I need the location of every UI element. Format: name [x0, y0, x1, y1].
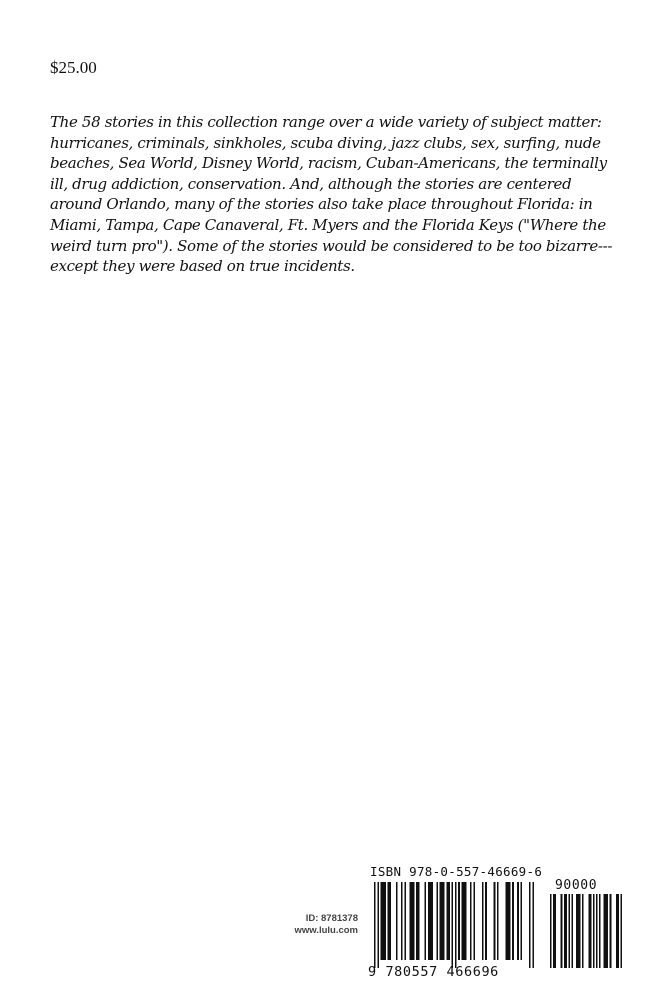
barcode-bar [448, 882, 450, 960]
addon-barcode-bar [568, 894, 570, 968]
barcode-bar [374, 882, 376, 968]
barcode-bar [382, 882, 384, 960]
ean-digits: 9 780557 466696 [368, 964, 499, 980]
addon-barcode-bar [599, 894, 601, 968]
book-description: The 58 stories in this collection range over a wide variety of subject matter: hurricanes, criminals, sinkholes, scuba diving, jazz clubs, sex, surfing, nude beaches, Sea World, Disney World, racism, Cuban-Americans, the terminally ill, drug addiction, conservation. And, although the stories are centered around Orlando, many of the stories also take place throughout Florida: in Miami, Tampa, Cape Canaveral, Ft. Myers and the Florida Keys ("Where the weird turn pro"). Some of the stories would be considered to be too bizarre---except they were based on true incidents. [50, 113, 613, 276]
addon-barcode-bar [555, 894, 557, 968]
ean-barcode-icon [374, 882, 534, 968]
barcode-bar [517, 882, 519, 960]
barcode-bar [418, 882, 420, 960]
addon-barcode-bar [604, 894, 606, 968]
barcode-bar [428, 882, 430, 960]
addon-barcode-bar [607, 894, 609, 968]
addon-barcode-bar [564, 894, 566, 968]
addon-barcode-bar [571, 894, 573, 968]
barcode-bar [441, 882, 443, 960]
barcode-bar [532, 882, 534, 968]
barcode-bar [463, 882, 465, 960]
addon-barcode-bar [593, 894, 595, 968]
barcode-bar [401, 882, 403, 960]
barcode-bar [404, 882, 406, 960]
barcode-bar [462, 882, 464, 960]
addon-barcode-bar [617, 894, 619, 968]
barcode-bar [443, 882, 445, 960]
addon-barcode-bar [565, 894, 567, 968]
barcode-bar [446, 882, 448, 960]
barcode-bar [455, 882, 457, 968]
barcode-bar [505, 882, 507, 960]
barcode-bar [458, 882, 460, 960]
addon-barcode-icon [550, 894, 622, 968]
barcode-bar [485, 882, 487, 960]
barcode-bar [470, 882, 472, 960]
isbn-number: ISBN 978-0-557-46669-6 [370, 864, 543, 879]
addon-barcode-bar [579, 894, 581, 968]
barcode-bar [409, 882, 411, 960]
barcode-bar [436, 882, 438, 960]
barcode-area [368, 864, 624, 982]
barcode-bar [482, 882, 484, 960]
addon-barcode-bar [550, 894, 552, 968]
barcode-bar [430, 882, 432, 960]
price-label: $25.00 [50, 58, 97, 77]
barcode-bar [440, 882, 442, 960]
barcode-bar [425, 882, 427, 960]
barcode-bar [507, 882, 509, 960]
barcode-bar [529, 882, 531, 968]
barcode-bar [451, 882, 453, 968]
barcode-bar [473, 882, 475, 960]
addon-barcode-bar [620, 894, 622, 968]
addon-barcode-bar [578, 894, 580, 968]
barcode-bar [416, 882, 418, 960]
barcode-bar [411, 882, 413, 960]
price-addon-code: 90000 [555, 878, 598, 893]
barcode-bar [465, 882, 467, 960]
barcode-bar [381, 882, 383, 960]
barcode-bar [384, 882, 386, 960]
barcode-bar [389, 882, 391, 960]
addon-barcode-bar [561, 894, 563, 968]
barcode-bar [521, 882, 523, 960]
addon-barcode-bar [616, 894, 618, 968]
addon-barcode-bar [590, 894, 592, 968]
barcode-bar [512, 882, 514, 960]
barcode-bar [413, 882, 415, 960]
barcode-bar [494, 882, 496, 960]
barcode-bar [509, 882, 511, 960]
addon-barcode-bar [605, 894, 607, 968]
addon-barcode-bar [588, 894, 590, 968]
publisher-id-block [278, 913, 358, 937]
addon-barcode-bar [610, 894, 612, 968]
addon-barcode-bar [582, 894, 584, 968]
barcode-bar [431, 882, 433, 960]
addon-barcode-bar [553, 894, 555, 968]
publisher-id: ID: 8781378 [305, 913, 358, 924]
barcode-bar [387, 882, 389, 960]
addon-barcode-bar [596, 894, 598, 968]
addon-barcode-bar [576, 894, 578, 968]
barcode-bar [396, 882, 398, 960]
publisher-website: www.lulu.com [294, 925, 358, 936]
barcode-bar [377, 882, 379, 968]
barcode-bar [497, 882, 499, 960]
